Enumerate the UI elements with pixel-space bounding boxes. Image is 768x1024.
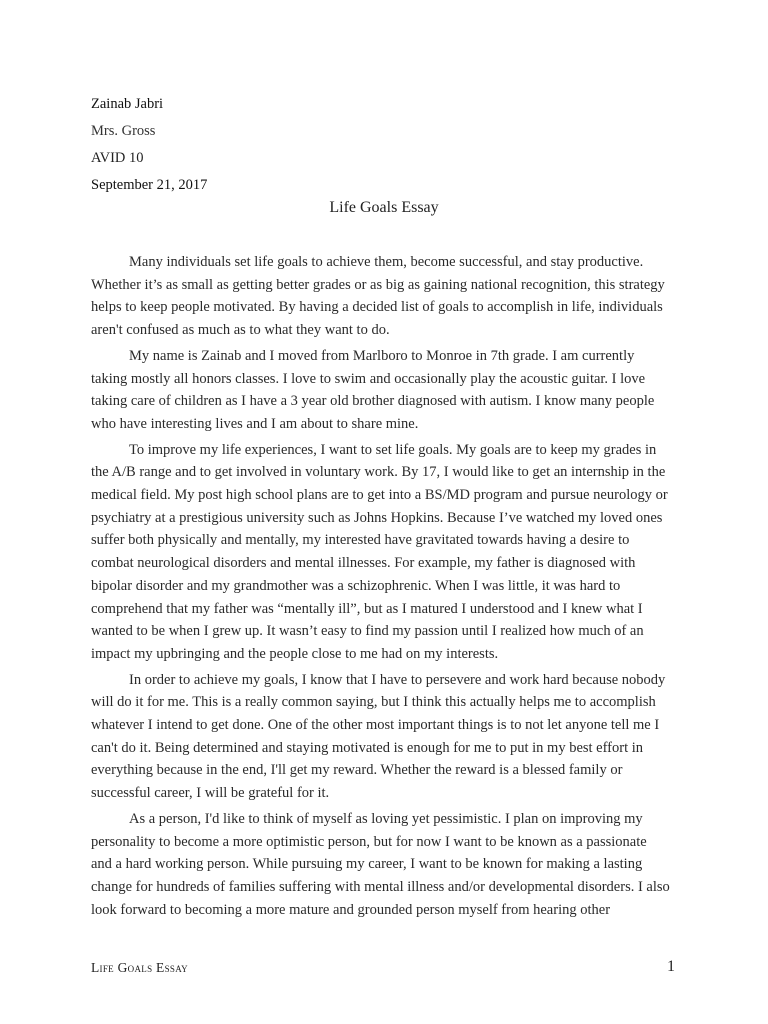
running-head: Life Goals Essay <box>91 960 188 975</box>
paragraph-3: To improve my life experiences, I want to set life goals. My goals are to keep my grades in the A/B range and to get involved in voluntary work. By 17, I would like to get an internship in the medical field. My post high school plans are to get into a BS/MD program and pursue neurology or psychiatry at a prestigious university such as Johns Hopkins. Because I’ve watched my loved ones suffer both physically and mentally, my interested have gravitated towards having a desire to combat neurological disorders and mental illnesses. For example, my father is diagnosed with bipolar disorder and my grandmother was a schizophrenic. When I was little, it was hard to comprehend that my father was “mentally ill”, but as I matured I understood and I knew what I wanted to be when I grew up. It wasn’t easy to find my passion until I realized how much of an impact my upbringing and the people close to me had on my interests. <box>91 441 668 662</box>
author-name: Zainab Jabri <box>91 96 164 112</box>
paragraph-2: My name is Zainab and I moved from Marlboro to Monroe in 7th grade. I am currently taking mostly all honors classes. I love to swim and occasionally play the acoustic guitar. I love taking care of children as I have a 3 year old brother diagnosed with autism. I know many people who have interesting lives and I am about to share mine. <box>91 347 655 432</box>
essay-body <box>91 251 671 924</box>
paragraph-4: In order to achieve my goals, I know that I have to persevere and work hard because nobody will do it for me. This is a really common saying, but I think this actually helps me to accomplish whatever I intend to get done. One of the other most important things is to not let anyone tell me I can't do it. Being determined and staying motivated is enough for me to put in my best effort in everything because in the end, I'll get my reward. Whether the reward is a blessed family or successful career, I will be grateful for it. <box>91 671 666 802</box>
essay-header <box>91 91 207 199</box>
paragraph-5: As a person, I'd like to think of myself as loving yet pessimistic. I plan on improving my personality to become a more optimistic person, but for now I want to be known as a passionate and a hard working person. While pursuing my career, I want to be known for making a lasting change for hundreds of families suffering with mental illness and/or developmental disorders. I also look forward to becoming a more mature and grounded person myself from hearing other <box>91 810 670 918</box>
essay-date: September 21, 2017 <box>91 177 208 193</box>
course-name: AVID 10 <box>91 150 144 166</box>
teacher-name: Mrs. Gross <box>91 123 156 139</box>
paragraph-1: Many individuals set life goals to achieve them, become successful, and stay productive. Whether it’s as small as getting better grades or as big as gaining national recognition, this strategy helps to keep people motivated. By having a decided list of goals to accomplish in life, individuals aren't confused as much as to what they want to do. <box>91 254 665 339</box>
essay-title: Life Goals Essay <box>329 199 439 216</box>
page-number: 1 <box>667 958 675 975</box>
page-footer <box>91 960 677 982</box>
